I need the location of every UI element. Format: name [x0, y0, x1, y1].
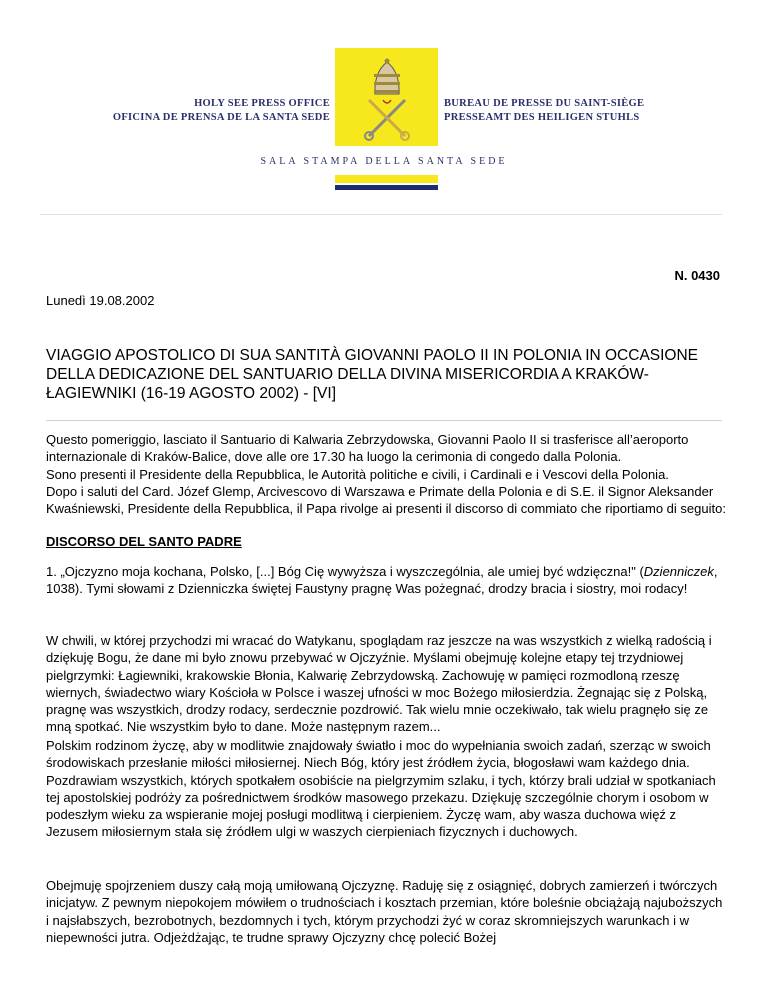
p1-italic: Dzienniczek: [643, 564, 714, 579]
office-names-left: [90, 97, 330, 125]
section-title: DISCORSO DEL SANTO PADRE: [46, 534, 242, 549]
yellow-stripe: [335, 175, 438, 183]
p1-text-end: , 1038). Tymi słowami z Dzienniczka świętej Faustyny pragnę Was pożegnać, drodzy bracia i siostry, moi rodacy!: [46, 564, 718, 597]
intro-line: Questo pomeriggio, lasciato il Santuario di Kalwaria Zebrzydowska, Giovanni Paolo II si trasferisce all’aeroporto internazionale di Kraków-Balice, dove alle ore 17.30 ha luogo la cerimonia di congedo dalla Polonia.: [46, 432, 689, 465]
intro-paragraph: [46, 431, 726, 517]
intro-line: Dopo i saluti del Card. Józef Glemp, Arcivescovo di Warszawa e Primate della Polonia e di S.E. il Signor Aleksander Kwaśniewski, Presidente della Repubblica, il Papa rivolge ai presenti il discorso di commiato che riportiamo di seguito:: [46, 483, 726, 517]
office-name-fr: BUREAU DE PRESSE DU SAINT-SIÈGE: [444, 98, 645, 109]
papal-keys-tiara-icon: [357, 56, 417, 142]
title-divider: [46, 420, 722, 421]
speech-paragraph-2: W chwili, w której przychodzi mi wracać do Watykanu, spoglądam raz jeszcze na was wszystkich z wielką radością i dziękuję Bogu, że dane mi było znowu przebywać w Ojczyźnie. Myślami obejmuję kolejne etapy tej trzydniowej pielgrzymki: Łagiewniki, krakowskie Błonia, Kalwarię Zebrzydowską. Zachowuję w pamięci rozmodloną rzeszę wiernych, świadectwo wiary Kościoła w Polsce i waszej ufności w moc Bożego miłosierdzia. Żegnając się z Polską, pragnę was wszystkich, drodzy rodacy, serdecznie pozdrowić. Tak wielu mnie oczekiwało, tak wielu pragnęło się ze mną spotkać. Nie wszystkim było to dane. Może następnym razem...: [46, 633, 712, 735]
office-name-de: PRESSEAMT DES HEILIGEN STUHLS: [444, 112, 640, 123]
office-names-right: [444, 97, 704, 125]
bulletin-title: VIAGGIO APOSTOLICO DI SUA SANTITÀ GIOVANNI PAOLO II IN POLONIA IN OCCASIONE DELLA DEDICAZIONE DEL SANTUARIO DELLA DIVINA MISERICORDIA A KRAKÓW-ŁAGIEWNIKI (16-19 AGOSTO 2002) - [VI]: [46, 347, 699, 402]
press-office-header: [0, 0, 768, 215]
intro-line: Sono presenti il Presidente della Repubblica, le Autorità politiche e civili, i Cardinali e i Vescovi della Polonia.: [46, 466, 669, 482]
bulletin-date: Lunedì 19.08.2002: [46, 293, 155, 308]
speech-paragraph-3: Polskim rodzinom życzę, aby w modlitwie znajdowały światło i moc do wypełniania swoich zadań, szerząc w swoich środowiskach przesłanie miłości miłosiernej. Niech Bóg, który jest źródłem życia, błogosławi wam każdego dnia. Pozdrawiam wszystkich, których spotkałem osobiście na pielgrzymim szlaku, i tych, którzy brali udział w spotkaniach tej apostolskiej podróży za pośrednictwem środków masowego przekazu. Dziękuję szczególnie chorym i osobom w podeszłym wieku za wspieranie mojej posługi modlitwą i cierpieniem. Życzę wam, aby wasza duchowa więź z Jezusem miłosiernym stała się źródłem ulgi w waszych cierpieniach fizycznych i duchowych.: [46, 738, 716, 840]
p1-text: 1. „Ojczyzno moja kochana, Polsko, [...] Bóg Cię wywyższa i wyszczególnia, ale umiej być wdzięczna!" (: [46, 564, 644, 579]
header-divider: [40, 214, 722, 215]
office-name-en: HOLY SEE PRESS OFFICE: [194, 98, 330, 109]
sala-stampa-title: SALA STAMPA DELLA SANTA SEDE: [260, 156, 508, 167]
speech-paragraph-4: Obejmuję spojrzeniem duszy całą moją umiłowaną Ojczyznę. Raduję się z osiągnięć, dobrych zamierzeń i twórczych inicjatyw. Z pewnym niepokojem mówiłem o trudnościach i kosztach przemian, które boleśnie obciążają najuboższych i najsłabszych, bezrobotnych, bezdomnych i tych, którym przychodzi żyć w coraz skromniejszych warunkach i w niepewności jutra. Odjeżdżając, te trudne sprawy Ojczyzny chcę polecić Bożej: [46, 878, 723, 945]
speech-paragraph-1: [46, 563, 726, 598]
bulletin-number: N. 0430: [674, 268, 720, 283]
office-name-es: OFICINA DE PRENSA DE LA SANTA SEDE: [112, 112, 330, 123]
blue-stripe: [335, 185, 438, 190]
